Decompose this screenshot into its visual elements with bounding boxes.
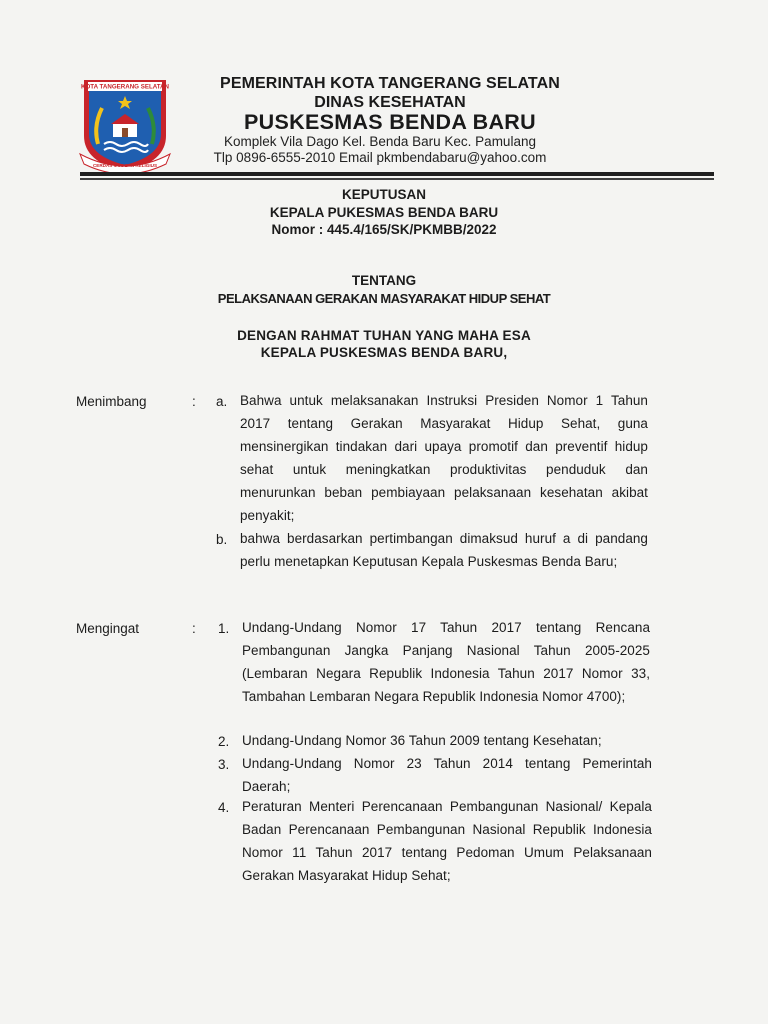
mengingat-label: Mengingat	[76, 621, 140, 636]
institution-name: PUSKESMAS BENDA BARU	[244, 110, 536, 134]
menimbang-item-text: bahwa berdasarkan pertimbangan dimaksud huruf a di pandang perlu menetapkan Keputusan Kepala Puskesmas Benda Baru;	[240, 531, 648, 569]
decree-heading: KEPUTUSAN	[341, 187, 426, 202]
invocation-line: DENGAN RAHMAT TUHAN YANG MAHA ESA	[237, 328, 531, 343]
letterhead-divider-thick	[80, 172, 714, 176]
menimbang-label: Menimbang	[76, 394, 147, 409]
contact-line: Tlp 0896-6555-2010 Email pkmbendabaru@yahoo.com	[213, 150, 547, 165]
mengingat-item-text: Undang-Undang Nomor 17 Tahun 2017 tentang Rencana Pembangunan Jangka Panjang Nasional Tahun 2005-2025 (Lembaran Negara Republik Indonesia Tahun 2017 Nomor 33, Tambahan Lembaran Negara Republik Indonesia Nomor 4700);	[242, 620, 650, 704]
menimbang-item-text: Bahwa untuk melaksanakan Instruksi Presiden Nomor 1 Tahun 2017 tentang Gerakan Masyarakat Hidup Sehat, guna mensinergikan tindakan dari upaya promotif dan preventif hidup sehat untuk meningkatkan produktivitas penduduk dan menurunkan beban pembiayaan pelaksanaan kesehatan akibat penyakit;	[240, 393, 648, 523]
logo-bottom-text: CERDAS MODERN RELIGIUS	[92, 163, 158, 168]
issuer-line: KEPALA PUSKESMAS BENDA BARU,	[260, 345, 508, 360]
government-name: PEMERINTAH KOTA TANGERANG SELATAN	[220, 75, 560, 92]
decree-issuer: KEPALA PUKESMAS BENDA BARU	[269, 205, 499, 220]
department-name: DINAS KESEHATAN	[314, 94, 466, 111]
mengingat-item-marker: 1.	[218, 621, 230, 636]
mengingat-item-text: Peraturan Menteri Perencanaan Pembangunan Nasional/ Kepala Badan Perencanaan Pembangunan Nasional Republik Indonesia Nomor 11 Tahun 2017 tentang Pedoman Umum Pelaksanaan Gerakan Masyarakat Hidup Sehat;	[242, 799, 652, 883]
menimbang-item-marker: a.	[216, 394, 228, 409]
mengingat-item-marker: 2.	[218, 734, 230, 749]
decree-number: Nomor : 445.4/165/SK/PKMBB/2022	[271, 222, 497, 237]
address-line: Komplek Vila Dago Kel. Benda Baru Kec. Pamulang	[224, 134, 536, 149]
mengingat-item-marker: 4.	[218, 800, 230, 815]
letterhead-divider-thin	[80, 178, 714, 180]
tentang-heading: TENTANG	[351, 273, 417, 288]
menimbang-colon: :	[192, 394, 196, 409]
decree-subject: PELAKSANAAN GERAKAN MASYARAKAT HIDUP SEHAT	[217, 291, 551, 306]
menimbang-item-marker: b.	[216, 532, 228, 547]
mengingat-item-text: Undang-Undang Nomor 36 Tahun 2009 tentang Kesehatan;	[242, 733, 602, 748]
logo-top-text: KOTA TANGERANG SELATAN	[81, 83, 169, 91]
mengingat-colon: :	[192, 621, 196, 636]
mengingat-item-marker: 3.	[218, 757, 230, 772]
mengingat-item-text: Undang-Undang Nomor 23 Tahun 2014 tentang Pemerintah Daerah;	[242, 756, 652, 794]
